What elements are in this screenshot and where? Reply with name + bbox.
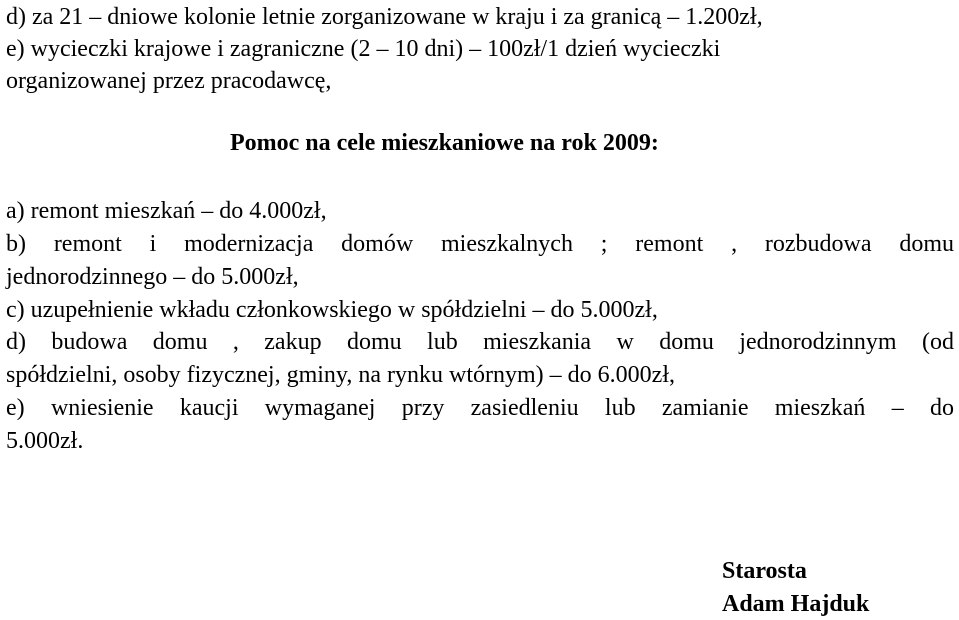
text-line: e) wycieczki krajowe i zagraniczne (2 – 10 dni) – 100zł/1 dzień wycieczki xyxy=(6,36,721,62)
text-line: spółdzielni, osoby fizycznej, gminy, na rynku wtórnym) – do 6.000zł, xyxy=(6,362,675,388)
text-line: e) wniesienie kaucji wymaganej przy zasiedleniu lub zamianie mieszkań – do xyxy=(6,395,954,421)
text-line: organizowanej przez pracodawcę, xyxy=(6,68,332,94)
signature-name: Adam Hajduk xyxy=(722,591,870,617)
text-line: d) za 21 – dniowe kolonie letnie zorganizowane w kraju i za granicą – 1.200zł, xyxy=(6,4,763,30)
signature-title: Starosta xyxy=(722,558,807,584)
section-heading: Pomoc na cele mieszkaniowe na rok 2009: xyxy=(230,130,659,156)
text-line: b) remont i modernizacja domów mieszkalnych ; remont , rozbudowa domu xyxy=(6,231,954,257)
text-line: d) budowa domu , zakup domu lub mieszkania w domu jednorodzinnym (od xyxy=(6,329,954,355)
text-line: c) uzupełnienie wkładu członkowskiego w spółdzielni – do 5.000zł, xyxy=(6,297,658,323)
text-line: 5.000zł. xyxy=(6,428,84,454)
text-line: jednorodzinnego – do 5.000zł, xyxy=(6,264,299,290)
text-line: a) remont mieszkań – do 4.000zł, xyxy=(6,198,327,224)
